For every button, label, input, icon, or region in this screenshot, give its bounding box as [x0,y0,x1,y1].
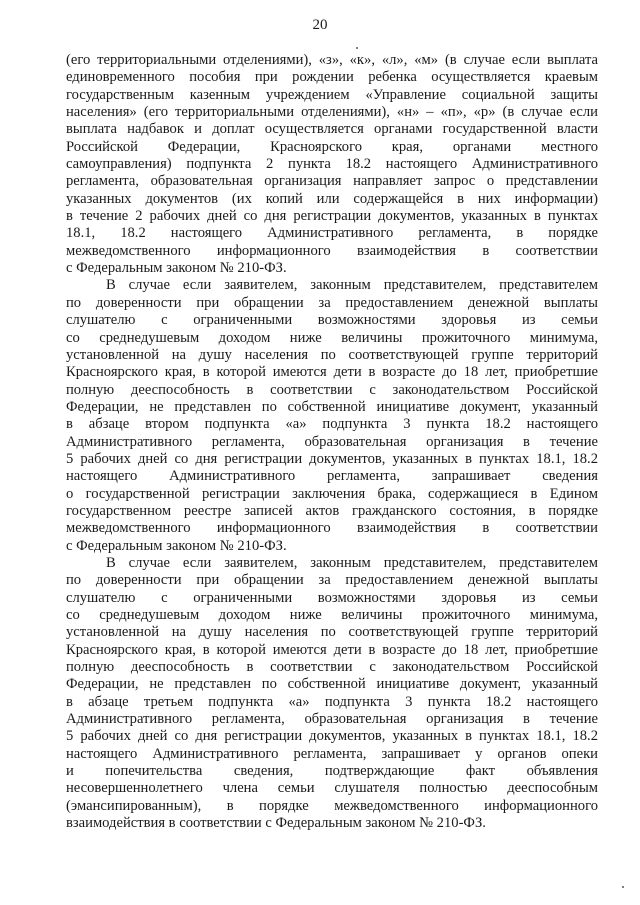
document-body [66,52,598,832]
text-line: Федерации, не представлен по собственной инициативе документ, указанный [66,398,598,415]
text-line: указанных документов (их копий или содержащейся в них информации) [66,190,598,207]
text-line: межведомственного информационного взаимодействия в соответствии [66,520,598,537]
text-line: полную дееспособность в соответствии с законодательством Российской [66,659,598,676]
text-line: со среднедушевым доходом ниже величины прожиточного минимума, [66,329,598,346]
text-line: самоуправления) подпункта 2 пункта 18.2 настоящего Административного [66,156,598,173]
text-line: в абзаце втором подпункта «а» подпункта 3 пункта 18.2 настоящего [66,416,598,433]
text-line: настоящего Административного регламента, запрашивает у органов опеки [66,745,598,762]
text-line: 5 рабочих дней со дня регистрации документов, указанных в пунктах 18.1, 18.2 [66,450,598,467]
text-line: выплата надбавок и доплат осуществляется органами государственной власти [66,121,598,138]
text-line: установленной на душу населения по соответствующей группе территорий [66,346,598,363]
text-line: Красноярского края, в которой имеются дети в возрасте до 18 лет, приобретшие [66,364,598,381]
text-line: регламента, образовательная организация направляет запрос о представлении [66,173,598,190]
text-line: Административного регламента, образовательная организация в течение [66,711,598,728]
text-line: с Федеральным законом № 210-ФЗ. [66,260,287,277]
text-line: несовершеннолетнего члена семьи слушателя полностью дееспособным [66,780,598,797]
text-line: в абзаце третьем подпункта «а» подпункта 3 пункта 18.2 настоящего [66,693,598,710]
text-line: слушателю с ограниченными возможностями здоровья из семьи [66,589,598,606]
text-line: В случае если заявителем, законным представителем, представителем [106,554,598,571]
text-line: по доверенности при обращении за предоставлением денежной выплаты [66,294,598,311]
text-line: государственном реестре записей актов гражданского состояния, в порядке [66,502,598,519]
text-line: 5 рабочих дней со дня регистрации документов, указанных в пунктах 18.1, 18.2 [66,728,598,745]
paragraph [66,555,598,833]
text-line: установленной на душу населения по соответствующей группе территорий [66,624,598,641]
text-line: (эмансипированным), в порядке межведомственного информационного [66,797,598,814]
text-line: со среднедушевым доходом ниже величины прожиточного минимума, [66,607,598,623]
scan-speck [622,886,624,888]
text-line: Федерации, не представлен по собственной инициативе документ, указанный [66,676,598,693]
text-line: государственным казенным учреждением «Управление социальной защиты [66,86,598,103]
page-number: 20 [312,17,328,33]
text-line: полную дееспособность в соответствии с законодательством Российской [66,381,598,398]
text-line: единовременного пособия при рождении ребенка осуществляется краевым [66,69,598,86]
text-line: Красноярского края, в которой имеются дети в возрасте до 18 лет, приобретшие [66,641,598,658]
scan-speck [356,47,358,49]
text-line: настоящего Административного регламента, запрашивает сведения [66,468,598,485]
text-line: с Федеральным законом № 210-ФЗ. [66,537,287,554]
paragraph [66,52,598,277]
text-line: слушателю с ограниченными возможностями здоровья из семьи [66,312,598,329]
text-line: В случае если заявителем, законным представителем, представителем [106,277,598,294]
text-line: Административного регламента, образовательная организация в течение [66,433,598,450]
text-line: по доверенности при обращении за предоставлением денежной выплаты [66,572,598,589]
text-line: (его территориальными отделениями), «з», «к», «л», «м» (в случае если выплата [66,52,598,68]
text-line: Российской Федерации, Красноярского края, органами местного [66,138,598,155]
text-line: межведомственного информационного взаимодействия в соответствии [66,242,598,259]
text-line: о государственной регистрации заключения брака, содержащиеся в Едином [66,485,598,502]
paragraph [66,277,598,555]
text-line: взаимодействия в соответствии с Федеральным законом № 210-ФЗ. [66,815,486,832]
text-line: и попечительства сведения, подтверждающие факт объявления [66,763,598,780]
text-line: 18.1, 18.2 настоящего Административного регламента, в порядке [66,225,598,242]
text-line: в течение 2 рабочих дней со дня регистрации документов, указанных в пунктах [66,208,598,225]
text-line: населения» (его территориальными отделениями), «н» – «п», «р» (в случае если [66,104,598,121]
